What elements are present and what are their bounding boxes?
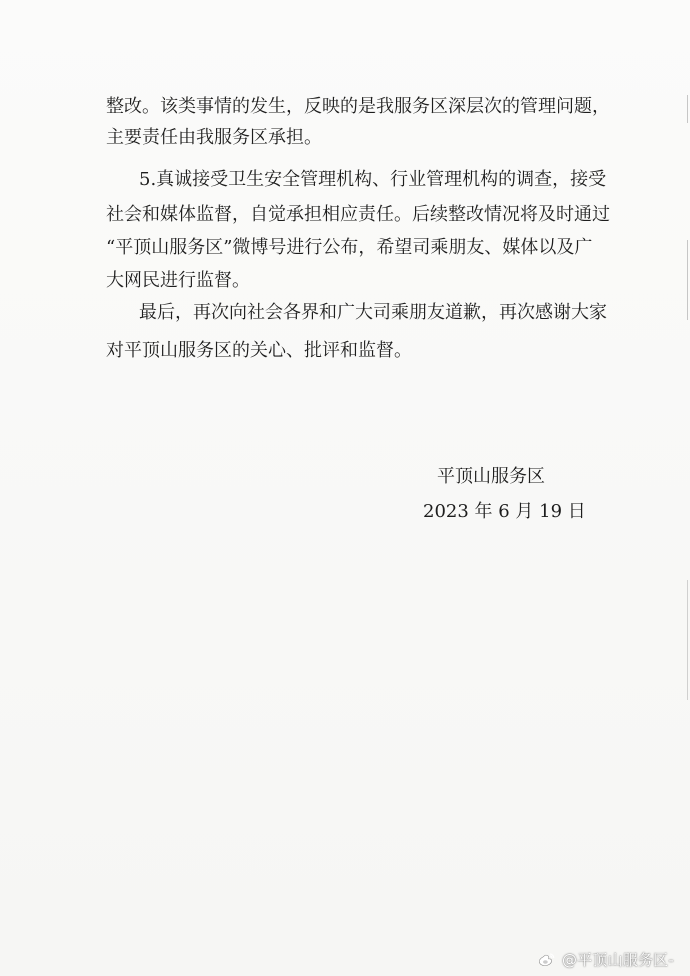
body-line-2: 主要责任由我服务区承担。 <box>106 127 322 148</box>
body-line-3: 5.真诚接受卫生安全管理机构、行业管理机构的调查，接受 <box>139 169 607 190</box>
weibo-watermark <box>538 949 674 970</box>
watermark-text: @平顶山服务区- <box>561 951 674 969</box>
body-line-8: 对平顶山服务区的关心、批评和监督。 <box>106 340 412 361</box>
body-line-5: “平顶山服务区”微博号进行公布，希望司乘朋友、媒体以及广 <box>106 237 593 258</box>
body-line-1: 整改。该类事情的发生，反映的是我服务区深层次的管理问题， <box>106 96 610 117</box>
scan-edge-mark <box>687 240 688 320</box>
scan-edge-mark <box>687 95 688 123</box>
body-line-6: 大网民进行监督。 <box>106 270 250 291</box>
signature-date: 2023 年 6 月 19 日 <box>423 501 586 522</box>
weibo-logo-icon <box>538 953 556 967</box>
scan-edge-mark <box>687 580 688 700</box>
signature-organization: 平顶山服务区 <box>437 466 545 487</box>
body-line-4: 社会和媒体监督，自觉承担相应责任。后续整改情况将及时通过 <box>106 204 610 225</box>
body-line-7: 最后，再次向社会各界和广大司乘朋友道歉，再次感谢大家 <box>139 302 607 323</box>
